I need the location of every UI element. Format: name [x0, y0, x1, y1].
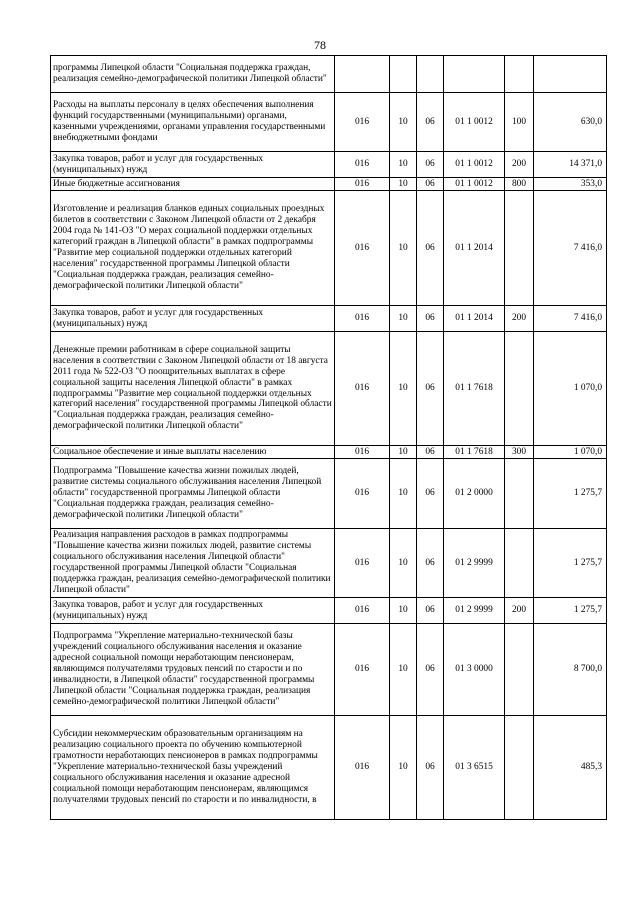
section-code: 10: [390, 624, 417, 716]
section-code: 10: [390, 191, 417, 306]
table-row: [51, 152, 607, 178]
row-description: Иные бюджетные ассигнования: [51, 178, 335, 191]
target-article-code: 01 2 0000: [444, 459, 505, 529]
row-description: Закупка товаров, работ и услуг для государственных (муниципальных) нужд: [51, 306, 335, 332]
amount: [534, 56, 607, 93]
amount: 7 416,0: [534, 306, 607, 332]
expense-type-code: [505, 716, 534, 820]
ministry-code: 016: [335, 306, 390, 332]
subsection-code: 06: [417, 624, 444, 716]
ministry-code: 016: [335, 93, 390, 152]
amount: 1 070,0: [534, 446, 607, 459]
expense-type-code: [505, 529, 534, 598]
row-description: Закупка товаров, работ и услуг для государственных (муниципальных) нужд: [51, 152, 335, 178]
section-code: 10: [390, 598, 417, 624]
target-article-code: 01 1 2014: [444, 306, 505, 332]
row-description: Расходы на выплаты персоналу в целях обеспечения выполнения функций государственными (муниципальными) органами, казенными учреждениями, органами управления государственными внебюджетными фондами: [51, 93, 335, 152]
section-code: 10: [390, 306, 417, 332]
ministry-code: 016: [335, 446, 390, 459]
table-row: [51, 598, 607, 624]
ministry-code: 016: [335, 459, 390, 529]
ministry-code: 016: [335, 598, 390, 624]
target-article-code: 01 1 0012: [444, 152, 505, 178]
table-row: [51, 446, 607, 459]
subsection-code: 06: [417, 459, 444, 529]
target-article-code: 01 1 0012: [444, 178, 505, 191]
expense-type-code: [505, 56, 534, 93]
expense-type-code: [505, 459, 534, 529]
table-row: [51, 624, 607, 716]
table-row: [51, 56, 607, 93]
subsection-code: 06: [417, 306, 444, 332]
amount: 485,3: [534, 716, 607, 820]
section-code: 10: [390, 529, 417, 598]
section-code: 10: [390, 716, 417, 820]
ministry-code: [335, 56, 390, 93]
subsection-code: 06: [417, 178, 444, 191]
subsection-code: 06: [417, 93, 444, 152]
subsection-code: [417, 56, 444, 93]
table-row: [51, 459, 607, 529]
expense-type-code: 200: [505, 152, 534, 178]
ministry-code: 016: [335, 332, 390, 446]
expense-type-code: 100: [505, 93, 534, 152]
target-article-code: 01 1 7618: [444, 332, 505, 446]
table-row: [51, 529, 607, 598]
target-article-code: 01 1 0012: [444, 93, 505, 152]
expense-type-code: [505, 624, 534, 716]
row-description: Подпрограмма "Повышение качества жизни пожилых людей, развитие системы социального обслуживания населения Липецкой области" государственной программы Липецкой области "Социальная поддержка граждан, реализация семейно-демографической политики Липецкой области": [51, 459, 335, 529]
target-article-code: 01 2 9999: [444, 598, 505, 624]
amount: 14 371,0: [534, 152, 607, 178]
amount: 8 700,0: [534, 624, 607, 716]
row-description: Изготовление и реализация бланков единых социальных проездных билетов в соответствии с Законом Липецкой области от 2 декабря 2004 года № 141-ОЗ "О мерах социальной поддержки отдельных категорий граждан в Липецкой области" в рамках подпрограммы "Развитие мер социальной поддержки отдельных категорий населения" государственной программы Липецкой области "Социальная поддержка граждан, реализация семейно-демографической политики Липецкой области": [51, 191, 335, 306]
page-number: 78: [314, 38, 326, 52]
amount: 1 275,7: [534, 598, 607, 624]
target-article-code: 01 3 0000: [444, 624, 505, 716]
subsection-code: 06: [417, 446, 444, 459]
section-code: 10: [390, 93, 417, 152]
amount: 630,0: [534, 93, 607, 152]
row-description: Закупка товаров, работ и услуг для государственных (муниципальных) нужд: [51, 598, 335, 624]
subsection-code: 06: [417, 152, 444, 178]
target-article-code: [444, 56, 505, 93]
ministry-code: 016: [335, 716, 390, 820]
table-row: [51, 178, 607, 191]
row-description: Субсидии некоммерческим образовательным организациям на реализацию социального проекта по обучению компьютерной грамотности неработающих пенсионеров в рамках подпрограммы "Укрепление материально-технической базы учреждений социального обслуживания населения и оказание адресной социальной помощи неработающим пенсионерам, являющимся получателями трудовых пенсий по старости и по инвалидности, в: [51, 716, 335, 820]
amount: 353,0: [534, 178, 607, 191]
section-code: 10: [390, 332, 417, 446]
subsection-code: 06: [417, 191, 444, 306]
expense-type-code: 300: [505, 446, 534, 459]
section-code: 10: [390, 152, 417, 178]
section-code: 10: [390, 459, 417, 529]
budget-table: [50, 55, 607, 820]
section-code: [390, 56, 417, 93]
row-description: Денежные премии работникам в сфере социальной защиты населения в соответствии с Законом Липецкой области от 18 августа 2011 года № 522-ОЗ "О поощрительных выплатах в сфере социальной защиты населения Липецкой области" в рамках подпрограммы "Развитие мер социальной поддержки отдельных категорий населения" государственной программы Липецкой области "Социальная поддержка граждан, реализация семейно-демографической политики Липецкой области": [51, 332, 335, 446]
ministry-code: 016: [335, 624, 390, 716]
row-description: Реализация направления расходов в рамках подпрограммы "Повышение качества жизни пожилых людей, развитие системы социального обслуживания населения Липецкой области" государственной программы Липецкой области "Социальная поддержка граждан, реализация семейно-демографической политики Липецкой области": [51, 529, 335, 598]
target-article-code: 01 3 6515: [444, 716, 505, 820]
section-code: 10: [390, 178, 417, 191]
target-article-code: 01 2 9999: [444, 529, 505, 598]
row-description: программы Липецкой области "Социальная поддержка граждан, реализация семейно-демографической политики Липецкой области": [51, 56, 335, 93]
row-description: Подпрограмма "Укрепление материально-технической базы учреждений социального обслуживания населения и оказание адресной социальной помощи неработающим пенсионерам, являющимся получателями трудовых пенсий по старости и по инвалидности, в Липецкой области" государственной программы Липецкой области "Социальная поддержка граждан, реализация семейно-демографической политики Липецкой области": [51, 624, 335, 716]
expense-type-code: 800: [505, 178, 534, 191]
expense-type-code: [505, 191, 534, 306]
subsection-code: 06: [417, 529, 444, 598]
table-row: [51, 332, 607, 446]
table-row: [51, 191, 607, 306]
amount: 1 275,7: [534, 529, 607, 598]
ministry-code: 016: [335, 191, 390, 306]
table-row: [51, 716, 607, 820]
target-article-code: 01 1 2014: [444, 191, 505, 306]
expense-type-code: [505, 332, 534, 446]
ministry-code: 016: [335, 178, 390, 191]
table-row: [51, 93, 607, 152]
ministry-code: 016: [335, 152, 390, 178]
section-code: 10: [390, 446, 417, 459]
amount: 7 416,0: [534, 191, 607, 306]
subsection-code: 06: [417, 716, 444, 820]
row-description: Социальное обеспечение и иные выплаты населению: [51, 446, 335, 459]
expense-type-code: 200: [505, 598, 534, 624]
target-article-code: 01 1 7618: [444, 446, 505, 459]
expense-type-code: 200: [505, 306, 534, 332]
subsection-code: 06: [417, 332, 444, 446]
amount: 1 070,0: [534, 332, 607, 446]
table-row: [51, 306, 607, 332]
amount: 1 275,7: [534, 459, 607, 529]
ministry-code: 016: [335, 529, 390, 598]
subsection-code: 06: [417, 598, 444, 624]
